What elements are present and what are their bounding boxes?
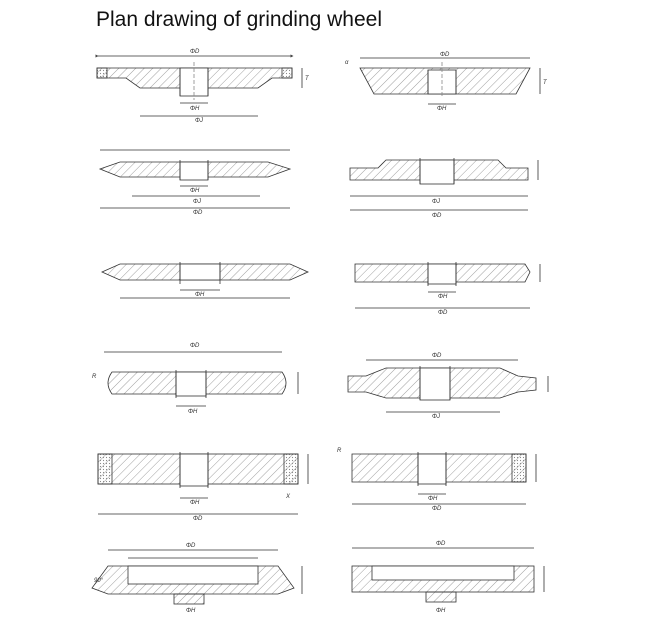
dim-label: 90° [94, 578, 104, 584]
dim-label: ΦH [195, 292, 205, 298]
dim-label: ΦD [440, 52, 450, 58]
dim-label: ΦH [428, 496, 438, 502]
wheel-drawing-11 [92, 550, 302, 604]
wheel-drawing-6 [355, 262, 540, 308]
wheel-drawing-4 [350, 158, 538, 210]
dim-label: ΦJ [432, 199, 441, 205]
dim-label: ΦJ [195, 118, 204, 124]
dim-label: ΦD [186, 543, 196, 549]
dim-label: ΦD [190, 343, 200, 349]
dim-label: ΦH [190, 106, 200, 112]
dim-label: ΦH [436, 608, 446, 614]
wheel-drawing-12 [352, 548, 544, 602]
wheel-drawing-8 [348, 360, 548, 412]
dim-label: X [286, 494, 291, 500]
wheel-drawing-10 [352, 452, 536, 504]
wheel-drawing-5 [102, 262, 308, 298]
dim-label: R [337, 448, 342, 454]
wheel-drawing-2 [360, 58, 540, 104]
dim-label: ΦD [436, 541, 446, 547]
dim-label: ΦD [193, 210, 203, 216]
dim-label: ΦH [437, 106, 447, 112]
dim-label: ΦD [438, 310, 448, 316]
page-title: Plan drawing of grinding wheel [96, 8, 383, 31]
dim-label: ΦH [190, 500, 200, 506]
dim-label: R [92, 374, 97, 380]
wheel-drawing-9 [98, 452, 308, 514]
dim-label: ΦD [432, 506, 442, 512]
dim-label: ΦH [190, 188, 200, 194]
dim-label: T [543, 80, 547, 86]
dim-label: ΦD [193, 516, 203, 522]
dim-label: ΦD [190, 49, 200, 55]
dim-label: ΦJ [193, 199, 202, 205]
wheel-drawing-1 [97, 56, 302, 116]
dim-label: ΦH [188, 409, 198, 415]
dim-label: ΦD [432, 213, 442, 219]
dim-label: ΦH [186, 608, 196, 614]
dim-label: ΦH [438, 294, 448, 300]
dim-label: α [345, 60, 349, 66]
dim-label: T [305, 76, 309, 82]
wheel-drawing-7 [104, 352, 298, 406]
dim-label: ΦD [432, 353, 442, 359]
dim-label: ΦJ [432, 414, 441, 420]
